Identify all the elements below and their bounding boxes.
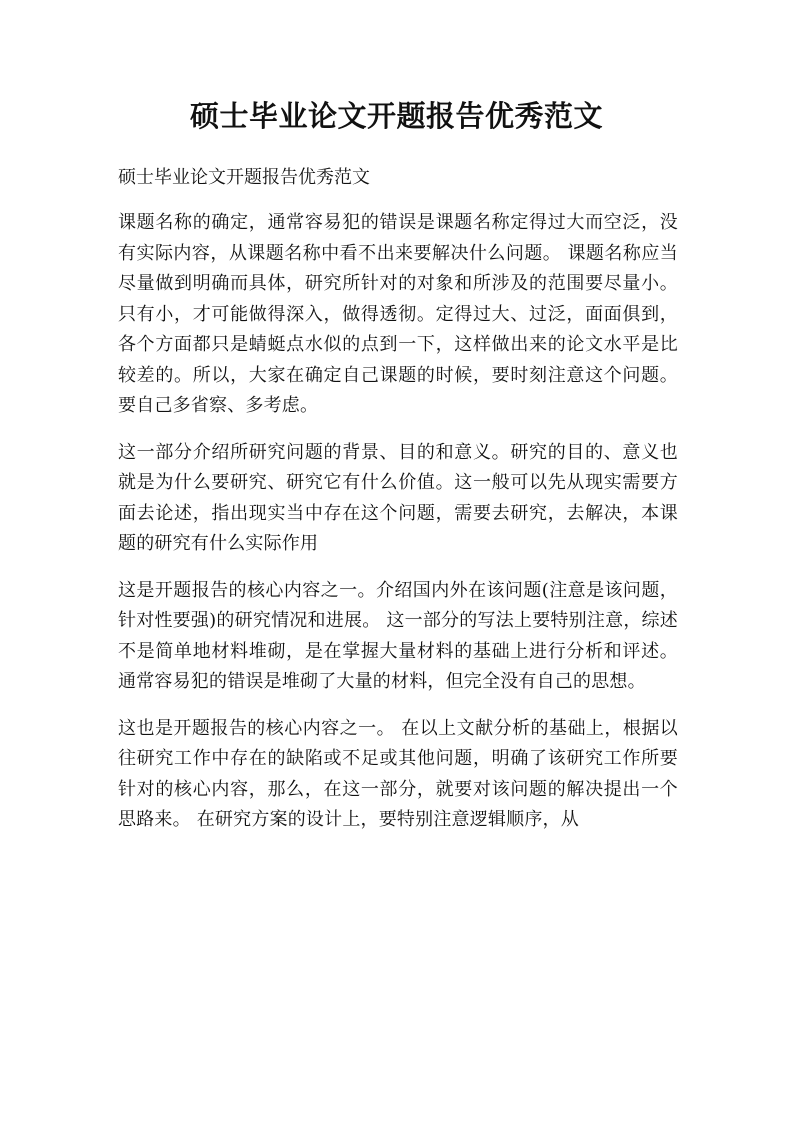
- paragraph-literature-review: 这是开题报告的核心内容之一。介绍国内外在该问题(注意是该问题，针对性要强)的研究情况和进展。 这一部分的写法上要特别注意，综述不是简单地材料堆砌，是在掌握大量材料的基础上进行分析和评述。通常容易犯的错误是堆砌了大量的材料，但完全没有自己的思想。: [118, 579, 678, 692]
- document-body: [118, 208, 678, 852]
- document-title: 硕士毕业论文开题报告优秀范文: [189, 99, 603, 133]
- paragraph-topic-naming: 课题名称的确定，通常容易犯的错误是课题名称定得过大而空泛，没有实际内容，从课题名称中看不出来要解决什么问题。 课题名称应当尽量做到明确而具体，研究所针对的对象和所涉及的范围要尽量小。只有小，才可能做得深入，做得透彻。定得过大、过泛，面面俱到，各个方面都只是蜻蜓点水似的点到一下，这样做出来的论文水平是比较差的。所以，大家在确定自己课题的时候，要时刻注意这个问题。要自己多省察、多考虑。: [118, 212, 678, 416]
- paragraph-background: 这一部分介绍所研究问题的背景、目的和意义。研究的目的、意义也就是为什么要研究、研究它有什么价值。这一般可以先从现实需要方面去论述，指出现实当中存在这个问题，需要去研究，去解决，本课题的研究有什么实际作用: [118, 441, 678, 554]
- paragraph-research-plan: 这也是开题报告的核心内容之一。 在以上文献分析的基础上，根据以往研究工作中存在的缺陷或不足或其他问题，明确了该研究工作所要针对的核心内容，那么，在这一部分，就要对该问题的解决提出一个思路来。 在研究方案的设计上，要特别注意逻辑顺序，从: [118, 717, 678, 830]
- document-subtitle: 硕士毕业论文开题报告优秀范文: [118, 167, 370, 188]
